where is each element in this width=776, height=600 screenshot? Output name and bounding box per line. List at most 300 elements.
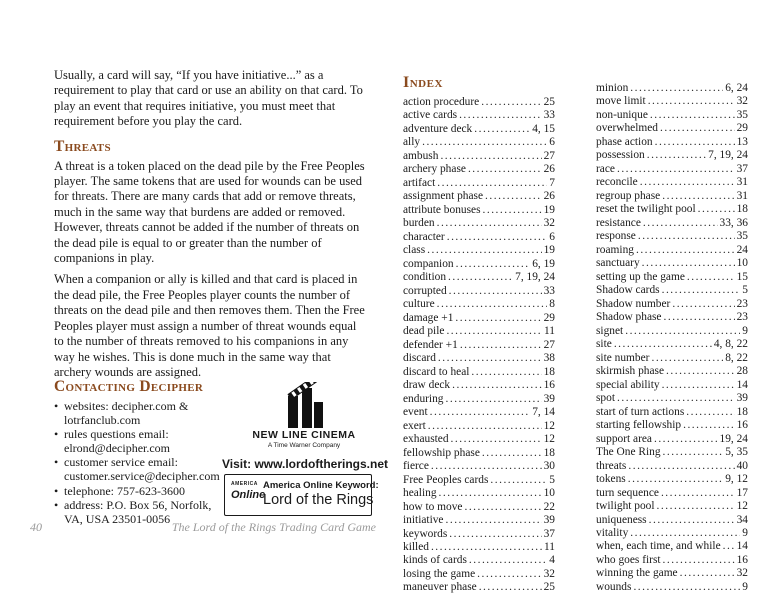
index-term: condition xyxy=(403,271,447,284)
index-term: site xyxy=(596,338,612,351)
index-term: race xyxy=(596,162,615,175)
index-leader-dots xyxy=(655,136,735,149)
index-leader-dots xyxy=(431,460,542,473)
index-entry xyxy=(403,298,555,311)
contact-rules-email: • rules questions email: elrond@decipher.com xyxy=(54,428,226,455)
index-column-1 xyxy=(403,96,555,595)
index-page-numbers: 35 xyxy=(736,108,748,121)
index-leader-dots xyxy=(471,366,541,379)
index-entry xyxy=(403,474,555,487)
index-entry xyxy=(403,514,555,527)
index-term: start of turn actions xyxy=(596,405,685,418)
index-leader-dots xyxy=(452,379,541,392)
index-page-numbers: 31 xyxy=(736,189,748,202)
index-term: setting up the game xyxy=(596,270,685,283)
left-page-text xyxy=(54,68,368,386)
index-page-numbers: 10 xyxy=(543,487,555,500)
index-leader-dots xyxy=(662,190,734,203)
index-page-numbers: 32 xyxy=(543,567,555,580)
index-page-numbers: 38 xyxy=(543,352,555,365)
index-term: exert xyxy=(403,419,426,432)
index-leader-dots xyxy=(490,474,547,487)
index-term: dead pile xyxy=(403,325,445,338)
index-term: vitality xyxy=(596,526,629,539)
index-leader-dots xyxy=(663,554,735,567)
index-page-numbers: 29 xyxy=(543,311,555,324)
index-page-numbers: 24 xyxy=(736,243,748,256)
index-entry xyxy=(596,217,748,230)
index-page-numbers: 6, 19 xyxy=(532,257,555,270)
index-entry xyxy=(596,527,748,540)
new-line-cinema-logo-icon xyxy=(282,382,326,428)
index-entry xyxy=(596,325,748,338)
index-term: reconcile xyxy=(596,176,638,189)
index-term: how to move xyxy=(403,500,463,513)
index-page-numbers: 33 xyxy=(543,284,555,297)
aol-keyword-title: Lord of the Rings xyxy=(263,492,374,508)
index-term: discard xyxy=(403,352,436,365)
index-entry xyxy=(403,393,555,406)
index-page-numbers: 4 xyxy=(549,554,555,567)
index-entry xyxy=(596,500,748,513)
index-entry xyxy=(596,487,748,500)
initiative-paragraph: Usually, a card will say, “If you have initiative...” as a requirement to play that card or use an ability on that card. To play an event that requires initiative, you must meet that requirement before you play the card. xyxy=(54,68,363,129)
index-page-numbers: 27 xyxy=(543,338,555,351)
aol-keyword-box xyxy=(224,474,379,516)
index-term: companion xyxy=(403,257,454,270)
index-term: ally xyxy=(403,136,421,149)
index-entry xyxy=(403,231,555,244)
index-entry xyxy=(403,123,555,136)
index-entry xyxy=(596,230,748,243)
index-entry xyxy=(596,473,748,486)
index-page-numbers: 30 xyxy=(543,460,555,473)
index-leader-dots xyxy=(430,406,531,419)
index-term: adventure deck xyxy=(403,122,473,135)
index-page-numbers: 8 xyxy=(549,298,555,311)
index-page-numbers: 17 xyxy=(736,486,748,499)
index-page-numbers: 14 xyxy=(736,540,748,553)
index-page-numbers: 22 xyxy=(543,500,555,513)
index-term: starting fellowship xyxy=(596,419,682,432)
index-term: turn sequence xyxy=(596,486,659,499)
index-term: The One Ring xyxy=(596,446,661,459)
index-leader-dots xyxy=(437,298,548,311)
index-term: uniqueness xyxy=(596,513,647,526)
threats-paragraph-1: A threat is a token placed on the dead pile by the Free Peoples player. The same tokens that are used for wounds can be used for threats. There are many cards that add or remove threats, much in the same way that burdens are added or removed. However, threats cannot be added if the number of threats on the dead pile is equal to or greater than the number of companions in play. xyxy=(54,158,365,266)
index-entry xyxy=(403,433,555,446)
index-leader-dots xyxy=(481,96,541,109)
index-leader-dots xyxy=(680,567,735,580)
index-entry xyxy=(403,244,555,257)
index-page-numbers: 5, 35 xyxy=(725,446,748,459)
index-leader-dots xyxy=(651,352,723,365)
index-term: site number xyxy=(596,351,650,364)
index-entry xyxy=(596,514,748,527)
index-entry xyxy=(596,190,748,203)
index-leader-dots xyxy=(437,177,547,190)
index-term: kinds of cards xyxy=(403,554,467,567)
index-entry xyxy=(403,339,555,352)
index-entry xyxy=(403,163,555,176)
index-page-numbers: 5 xyxy=(742,284,748,297)
index-page-numbers: 32 xyxy=(736,567,748,580)
index-entry xyxy=(403,109,555,122)
index-leader-dots xyxy=(440,150,541,163)
index-leader-dots xyxy=(446,514,542,527)
index-page-numbers: 14 xyxy=(736,378,748,391)
index-page-numbers: 19, 24 xyxy=(719,432,748,445)
index-entry xyxy=(403,312,555,325)
index-term: regroup phase xyxy=(596,189,661,202)
index-term: fellowship phase xyxy=(403,446,480,459)
index-entry xyxy=(596,136,748,149)
threats-heading: Threats xyxy=(54,137,111,155)
index-entry xyxy=(596,176,748,189)
index-page-numbers: 37 xyxy=(736,162,748,175)
index-leader-dots xyxy=(451,433,542,446)
index-entry xyxy=(403,271,555,284)
index-entry xyxy=(596,298,748,311)
running-footer-title: The Lord of the Rings Trading Card Game xyxy=(171,520,376,534)
contact-service-email: • customer service email: customer.service@decipher.com xyxy=(54,456,226,483)
index-term: signet xyxy=(596,324,624,337)
index-leader-dots xyxy=(643,217,718,230)
index-heading: Index xyxy=(403,74,443,91)
index-leader-dots xyxy=(427,244,541,257)
index-leader-dots xyxy=(642,257,735,270)
index-leader-dots xyxy=(666,365,735,378)
index-term: active cards xyxy=(403,109,458,122)
index-term: support area xyxy=(596,432,652,445)
index-page-numbers: 28 xyxy=(736,365,748,378)
contact-heading: Contacting Decipher xyxy=(54,378,204,395)
index-leader-dots xyxy=(649,514,735,527)
index-term: when, each time, and while xyxy=(596,540,721,553)
index-page-numbers: 18 xyxy=(736,405,748,418)
index-term: roaming xyxy=(596,243,634,256)
index-page-numbers: 7, 19, 24 xyxy=(708,149,748,162)
index-leader-dots xyxy=(630,82,723,95)
index-leader-dots xyxy=(449,285,542,298)
index-page-numbers: 18 xyxy=(543,446,555,459)
index-entry xyxy=(403,501,555,514)
index-term: spot xyxy=(596,392,615,405)
index-entry xyxy=(596,284,748,297)
index-leader-dots xyxy=(628,473,723,486)
index-entry xyxy=(403,150,555,163)
index-page-numbers: 7, 14 xyxy=(532,406,555,419)
index-leader-dots xyxy=(464,501,541,514)
index-term: damage +1 xyxy=(403,311,454,324)
index-term: possession xyxy=(596,149,645,162)
index-page-numbers: 26 xyxy=(543,163,555,176)
index-leader-dots xyxy=(633,581,740,594)
index-entry xyxy=(403,366,555,379)
index-entry xyxy=(596,163,748,176)
index-term: character xyxy=(403,230,445,243)
index-leader-dots xyxy=(448,271,513,284)
index-leader-dots xyxy=(683,419,735,432)
index-term: class xyxy=(403,244,426,257)
index-leader-dots xyxy=(664,311,735,324)
index-leader-dots xyxy=(483,204,542,217)
index-entry xyxy=(596,257,748,270)
index-page-numbers: 4, 8, 22 xyxy=(713,338,748,351)
index-page-numbers: 33 xyxy=(543,109,555,122)
index-entry xyxy=(403,420,555,433)
index-leader-dots xyxy=(698,203,735,216)
index-term: corrupted xyxy=(403,284,447,297)
index-page-numbers: 35 xyxy=(736,230,748,243)
index-page-numbers: 34 xyxy=(736,513,748,526)
index-leader-dots xyxy=(447,231,548,244)
index-leader-dots xyxy=(617,392,735,405)
index-page-numbers: 11 xyxy=(544,540,555,553)
page-number: 40 xyxy=(30,520,42,534)
index-entry xyxy=(403,581,555,594)
index-page-numbers: 25 xyxy=(543,96,555,108)
index-term: response xyxy=(596,230,636,243)
index-entry xyxy=(596,581,748,594)
index-term: losing the game xyxy=(403,567,476,580)
index-leader-dots xyxy=(446,325,542,338)
contact-address: • address: P.O. Box 56, Norfolk, VA, USA 23501-0056 xyxy=(54,499,226,526)
index-leader-dots xyxy=(723,540,735,553)
index-entry xyxy=(596,122,748,135)
index-leader-dots xyxy=(455,312,541,325)
index-page-numbers: 6, 24 xyxy=(725,82,748,94)
index-term: healing xyxy=(403,487,437,500)
index-page-numbers: 4, 15 xyxy=(532,122,555,135)
index-page-numbers: 9 xyxy=(742,580,748,593)
index-leader-dots xyxy=(474,123,530,136)
index-term: reset the twilight pool xyxy=(596,203,696,216)
contact-telephone: • telephone: 757-623-3600 xyxy=(54,485,226,499)
index-term: Shadow number xyxy=(596,297,671,310)
index-page-numbers: 16 xyxy=(736,553,748,566)
index-entry xyxy=(403,487,555,500)
index-page-numbers: 18 xyxy=(543,365,555,378)
index-term: assignment phase xyxy=(403,190,484,203)
index-leader-dots xyxy=(686,406,734,419)
contact-section xyxy=(54,378,434,538)
index-page-numbers: 8, 22 xyxy=(725,351,748,364)
index-entry xyxy=(596,352,748,365)
index-leader-dots xyxy=(640,176,735,189)
index-term: archery phase xyxy=(403,163,466,176)
index-page-numbers: 31 xyxy=(736,176,748,189)
index-page-numbers: 23 xyxy=(736,297,748,310)
index-leader-dots xyxy=(449,528,541,541)
index-entry xyxy=(596,338,748,351)
index-page-numbers: 10 xyxy=(736,257,748,270)
index-page-numbers: 12 xyxy=(543,419,555,432)
index-entry xyxy=(596,567,748,580)
index-leader-dots xyxy=(468,163,542,176)
index-leader-dots xyxy=(438,352,542,365)
contact-websites: • websites: decipher.com & lotrfanclub.com xyxy=(54,400,226,427)
index-term: who goes first xyxy=(596,553,661,566)
index-leader-dots xyxy=(630,527,740,540)
index-leader-dots xyxy=(663,446,724,459)
index-entry xyxy=(596,554,748,567)
index-entry xyxy=(596,365,748,378)
index-leader-dots xyxy=(650,109,735,122)
index-page-numbers: 19 xyxy=(543,244,555,257)
new-line-cinema-name: NEW LINE CINEMA xyxy=(252,429,356,441)
index-term: wounds xyxy=(596,580,632,593)
index-term: Shadow phase xyxy=(596,311,662,324)
index-page-numbers: 7 xyxy=(549,176,555,189)
index-page-numbers: 29 xyxy=(736,122,748,135)
index-page-numbers: 11 xyxy=(544,325,555,338)
index-page-numbers: 39 xyxy=(543,392,555,405)
index-entry xyxy=(596,82,748,95)
index-leader-dots xyxy=(638,230,735,243)
index-leader-dots xyxy=(460,339,542,352)
index-entry xyxy=(596,406,748,419)
index-page-numbers: 16 xyxy=(736,419,748,432)
index-entry xyxy=(596,446,748,459)
index-entry xyxy=(403,568,555,581)
index-term: special ability xyxy=(596,378,660,391)
index-leader-dots xyxy=(662,284,741,297)
index-entry xyxy=(596,271,748,284)
index-entry xyxy=(596,203,748,216)
index-leader-dots xyxy=(672,298,734,311)
contact-list xyxy=(54,400,226,526)
index-page-numbers: 9 xyxy=(742,324,748,337)
index-page-numbers: 16 xyxy=(543,379,555,392)
index-term: tokens xyxy=(596,473,626,486)
index-entry xyxy=(403,96,555,109)
index-leader-dots xyxy=(479,581,542,594)
index-term: non-unique xyxy=(596,108,648,121)
index-leader-dots xyxy=(446,393,542,406)
index-page-numbers: 6 xyxy=(549,230,555,243)
index-leader-dots xyxy=(687,271,735,284)
index-page-numbers: 32 xyxy=(543,217,555,230)
index-entry xyxy=(403,204,555,217)
index-page-numbers: 15 xyxy=(736,270,748,283)
index-term: minion xyxy=(596,82,629,94)
aol-logo-icon: AMERICA Online xyxy=(231,481,266,501)
index-page-numbers: 12 xyxy=(736,500,748,513)
index-page-numbers: 12 xyxy=(543,433,555,446)
index-term: overwhelmed xyxy=(596,122,658,135)
index-leader-dots xyxy=(431,541,542,554)
index-term: fierce xyxy=(403,460,429,473)
index-page-numbers: 39 xyxy=(736,392,748,405)
index-term: Shadow cards xyxy=(596,284,660,297)
index-entry xyxy=(403,460,555,473)
index-term: phase action xyxy=(596,135,653,148)
index-leader-dots xyxy=(477,568,541,581)
index-entry xyxy=(403,217,555,230)
index-entry xyxy=(596,311,748,324)
index-leader-dots xyxy=(485,190,542,203)
index-entry xyxy=(403,554,555,567)
index-leader-dots xyxy=(654,433,718,446)
index-term: ambush xyxy=(403,149,439,162)
index-page-numbers: 37 xyxy=(543,527,555,540)
index-leader-dots xyxy=(469,554,547,567)
index-term: sanctuary xyxy=(596,257,640,270)
index-leader-dots xyxy=(428,420,542,433)
index-leader-dots xyxy=(482,447,542,460)
index-page-numbers: 26 xyxy=(543,190,555,203)
index-page-numbers: 18 xyxy=(736,203,748,216)
index-term: killed xyxy=(403,540,429,553)
index-page-numbers: 23 xyxy=(736,311,748,324)
index-entry xyxy=(403,325,555,338)
index-leader-dots xyxy=(628,460,734,473)
index-entry xyxy=(596,433,748,446)
index-entry xyxy=(596,460,748,473)
index-leader-dots xyxy=(647,149,706,162)
index-entry xyxy=(403,352,555,365)
index-entry xyxy=(403,136,555,149)
threats-paragraph-2: When a companion or ally is killed and that card is placed in the dead pile, the Free Peoples player counts the number of threats on the dead pile and then removes them. Then the Free Peoples player must assign a number of threat wounds equal to the number of threats removed to his companions in any way he wishes. This is done much in the same way that archery wounds are assigned. xyxy=(54,272,365,379)
index-leader-dots xyxy=(459,109,542,122)
index-page-numbers: 33, 36 xyxy=(719,216,748,229)
index-page-numbers: 13 xyxy=(736,135,748,148)
index-term: draw deck xyxy=(403,379,451,392)
index-entry xyxy=(403,528,555,541)
index-entry xyxy=(403,541,555,554)
index-term: winning the game xyxy=(596,567,678,580)
index-term: move limit xyxy=(596,95,646,108)
left-page-footer xyxy=(30,520,376,538)
index-term: skirmish phase xyxy=(596,365,665,378)
index-leader-dots xyxy=(648,95,735,108)
index-term: maneuver phase xyxy=(403,581,477,594)
index-leader-dots xyxy=(662,379,735,392)
index-entry xyxy=(403,258,555,271)
index-term: enduring xyxy=(403,392,444,405)
index-term: attribute bonuses xyxy=(403,203,481,216)
index-leader-dots xyxy=(456,258,531,271)
index-page-numbers: 9 xyxy=(742,526,748,539)
index-term: burden xyxy=(403,217,435,230)
index-page-numbers: 25 xyxy=(543,581,555,594)
index-page-numbers: 39 xyxy=(543,514,555,527)
index-leader-dots xyxy=(661,487,735,500)
index-term: Free Peoples cards xyxy=(403,473,489,486)
index-leader-dots xyxy=(439,487,542,500)
index-section xyxy=(403,74,748,594)
index-entry xyxy=(596,149,748,162)
index-entry xyxy=(596,379,748,392)
index-entry xyxy=(596,540,748,553)
index-entry xyxy=(596,109,748,122)
index-entry xyxy=(403,190,555,203)
index-entry xyxy=(596,95,748,108)
index-leader-dots xyxy=(614,338,712,351)
index-page-numbers: 7, 19, 24 xyxy=(515,271,555,284)
index-term: keywords xyxy=(403,527,448,540)
index-page-numbers: 27 xyxy=(543,149,555,162)
index-page-numbers: 5 xyxy=(549,473,555,486)
index-leader-dots xyxy=(625,325,740,338)
index-term: defender +1 xyxy=(403,338,458,351)
index-page-numbers: 19 xyxy=(543,203,555,216)
aol-keyword-label: America Online Keyword: xyxy=(263,480,379,491)
time-warner-subtitle: A Time Warner Company xyxy=(267,442,341,449)
index-term: culture xyxy=(403,298,435,311)
index-term: event xyxy=(403,406,428,419)
